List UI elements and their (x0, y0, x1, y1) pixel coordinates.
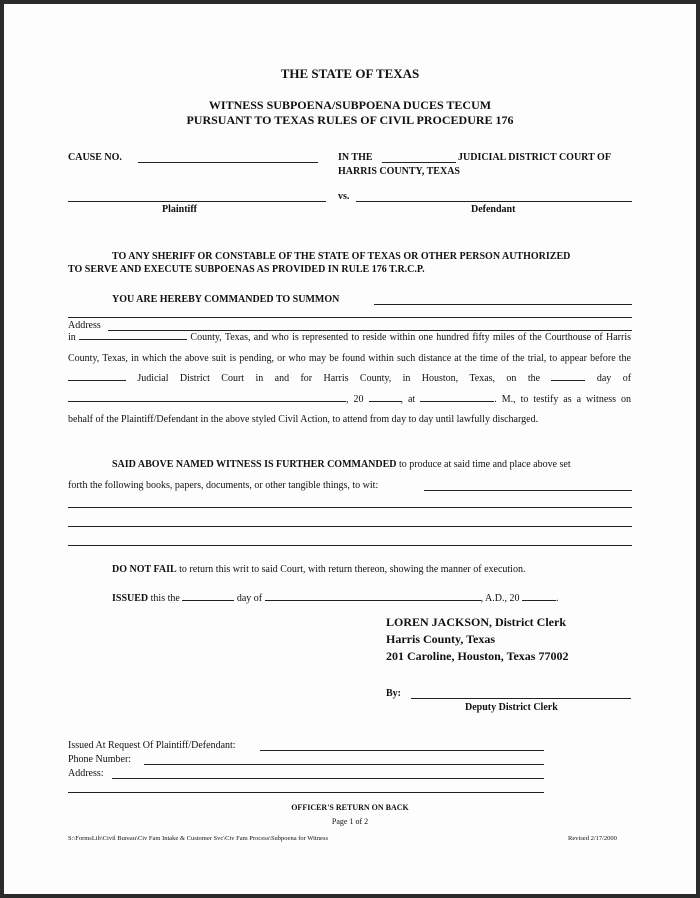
deputy-clerk-label: Deputy District Clerk (465, 702, 558, 713)
defendant-label: Defendant (471, 204, 516, 215)
defendant-field[interactable] (356, 201, 632, 202)
to-any-sheriff-line-1: TO ANY SHERIFF OR CONSTABLE OF THE STATE OF TEXAS OR OTHER PERSON AUTHORIZED (112, 251, 571, 262)
items-field[interactable] (424, 490, 632, 491)
items-field-4[interactable] (68, 545, 632, 546)
further-commanded-line-1: SAID ABOVE NAMED WITNESS IS FURTHER COMMANDED to produce at said time and place above set (112, 459, 571, 470)
request-address-field-2[interactable] (68, 792, 544, 793)
officers-return-note: OFFICER'S RETURN ON BACK (291, 803, 409, 812)
page-number: Page 1 of 2 (331, 817, 369, 826)
revised-date: Revised 2/17/2000 (568, 835, 617, 842)
phone-number-label: Phone Number: (68, 754, 132, 765)
witness-name-field[interactable] (374, 304, 632, 305)
county-field[interactable] (79, 330, 187, 340)
clerk-county: Harris County, Texas (386, 632, 496, 646)
month-field[interactable] (68, 392, 346, 402)
commanded-to-summon: YOU ARE HEREBY COMMANDED TO SUMMON (112, 294, 340, 305)
day-field[interactable] (551, 371, 585, 381)
cause-no-field[interactable] (138, 162, 318, 163)
request-address-field[interactable] (112, 778, 544, 779)
district-number-field[interactable] (382, 162, 456, 163)
phone-number-field[interactable] (144, 764, 544, 765)
address-label: Address (68, 320, 101, 331)
year-field[interactable] (369, 392, 401, 402)
plaintiff-label: Plaintiff (162, 204, 197, 215)
summons-paragraph: in County, Texas, and who is represented to reside within one hundred fifty miles of the Courthouse of Harris County, Texas, in which the above suit is pending, or who may be found within such distance at the time of the trial, to appear before the Judicial District Court in and for Harris County, in Houston, Texas, on the day of , 20 , at . M., to testify as a witness on behalf of the Plaintiff/Defendant in the above styled Civil Action, to attend from day to day until lawfully discharged. (68, 332, 632, 425)
court-label: JUDICIAL DISTRICT COURT OF (458, 152, 611, 163)
to-any-sheriff-line-2: TO SERVE AND EXECUTE SUBPOENAS AS PROVIDED IN RULE 176 T.R.C.P. (68, 264, 425, 275)
clerk-name: LOREN JACKSON, District Clerk (386, 615, 566, 629)
clerk-address: 201 Caroline, Houston, Texas 77002 (386, 649, 569, 663)
further-commanded-line-2: forth the following books, papers, documents, or other tangible things, to wit: (68, 480, 379, 491)
in-the-label: IN THE (338, 152, 373, 163)
file-path: S:\FormsLib\Civil Bureau\Civ Fam Intake & Customer Svc\Civ Fam Process\Subpoena for Witness (68, 835, 328, 842)
request-address-label: Address: (68, 768, 104, 779)
issued-day-field[interactable] (182, 591, 234, 601)
form-title-line-1: WITNESS SUBPOENA/SUBPOENA DUCES TECUM (208, 98, 492, 112)
state-heading: THE STATE OF TEXAS (280, 66, 420, 81)
time-field[interactable] (420, 392, 494, 402)
issued-at-request-label: Issued At Request Of Plaintiff/Defendant: (68, 740, 236, 751)
court-number-field[interactable] (68, 371, 126, 381)
issued-year-field[interactable] (522, 591, 556, 601)
cause-no-label: CAUSE NO. (68, 152, 122, 163)
witness-name-field-2[interactable] (68, 317, 632, 318)
do-not-fail-line: DO NOT FAIL to return this writ to said Court, with return thereon, showing the manner of execution. (112, 564, 526, 575)
items-field-2[interactable] (68, 507, 632, 508)
deputy-signature-field[interactable] (411, 698, 631, 699)
county-label: HARRIS COUNTY, TEXAS (338, 166, 460, 177)
vs-label: vs. (338, 191, 350, 202)
document-page (4, 4, 696, 894)
requesting-party-field[interactable] (260, 750, 544, 751)
plaintiff-field[interactable] (68, 201, 326, 202)
by-label: By: (386, 688, 401, 699)
form-title-line-2: PURSUANT TO TEXAS RULES OF CIVIL PROCEDURE 176 (186, 113, 514, 127)
issued-month-field[interactable] (265, 591, 481, 601)
issued-line: ISSUED this the day of , A.D., 20 . (112, 593, 559, 604)
items-field-3[interactable] (68, 526, 632, 527)
